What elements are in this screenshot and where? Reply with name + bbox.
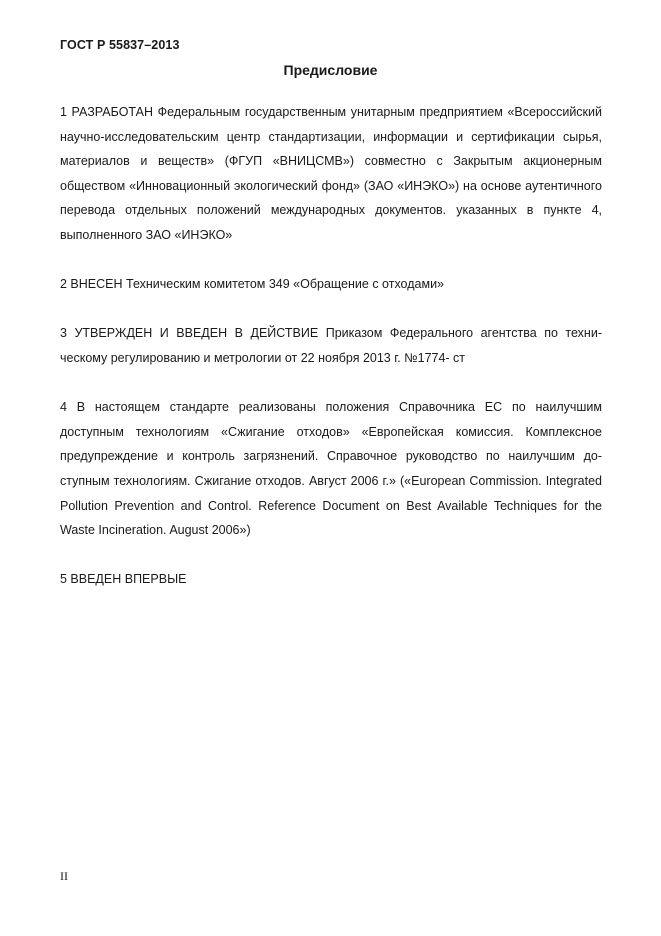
foreword-item-2 bbox=[60, 272, 602, 297]
foreword-body bbox=[60, 100, 602, 616]
document-code: ГОСТ Р 55837–2013 bbox=[60, 38, 180, 52]
foreword-item-1 bbox=[60, 100, 602, 248]
item-text: Федеральным государственным унитарным предприятием «Всероссийский научно-исследовательским центр стандартизации, информации и сертификации сырья, материалов и веществ» (ФГУП «ВНИЦСМВ») совместно с Закрытым акционерным обществом «Инновационный экологический фонд» (ЗАО «ИНЭКО») на основе аутентичного перевода отдельных положений международных документов. указанных в пункте 4, выполненного ЗАО «ИНЭКО» bbox=[60, 105, 602, 242]
item-lead: 2 ВНЕСЕН bbox=[60, 277, 123, 292]
item-text: Техническим комитетом 349 «Обращение с отходами» bbox=[122, 277, 445, 292]
item-lead: 3 УТВЕРЖДЕН И ВВЕДЕН В ДЕЙСТВИЕ bbox=[60, 326, 319, 341]
item-lead: 5 ВВЕДЕН ВПЕРВЫЕ bbox=[60, 572, 187, 587]
item-text: В настоящем стандарте реализованы положения Справочника ЕС по наилучшим доступным технологиям «Сжигание отходов» «Европейская комиссия. Комплексное предупреждение и контроль загрязнений. Справочное руководство по наилучшим доступным технологиям. Сжигание отходов. Август 2006 г.» («European Commission. Integrated Pollution Prevention and Control. Reference Document on Best Available Techniques for the Waste Incineration. August 2006») bbox=[60, 400, 602, 538]
foreword-item-3 bbox=[60, 321, 602, 370]
item-lead: 1 РАЗРАБОТАН bbox=[60, 105, 154, 119]
page-number: II bbox=[60, 869, 68, 883]
item-lead: 4 bbox=[60, 400, 67, 415]
foreword-item-5 bbox=[60, 567, 602, 592]
page-title: Предисловие bbox=[283, 62, 378, 78]
foreword-item-4 bbox=[60, 395, 602, 543]
item-text: Приказом Федерального агентства по техническому регулированию и метрологии от 22 ноября 2013 г. №1774- ст bbox=[60, 326, 602, 365]
